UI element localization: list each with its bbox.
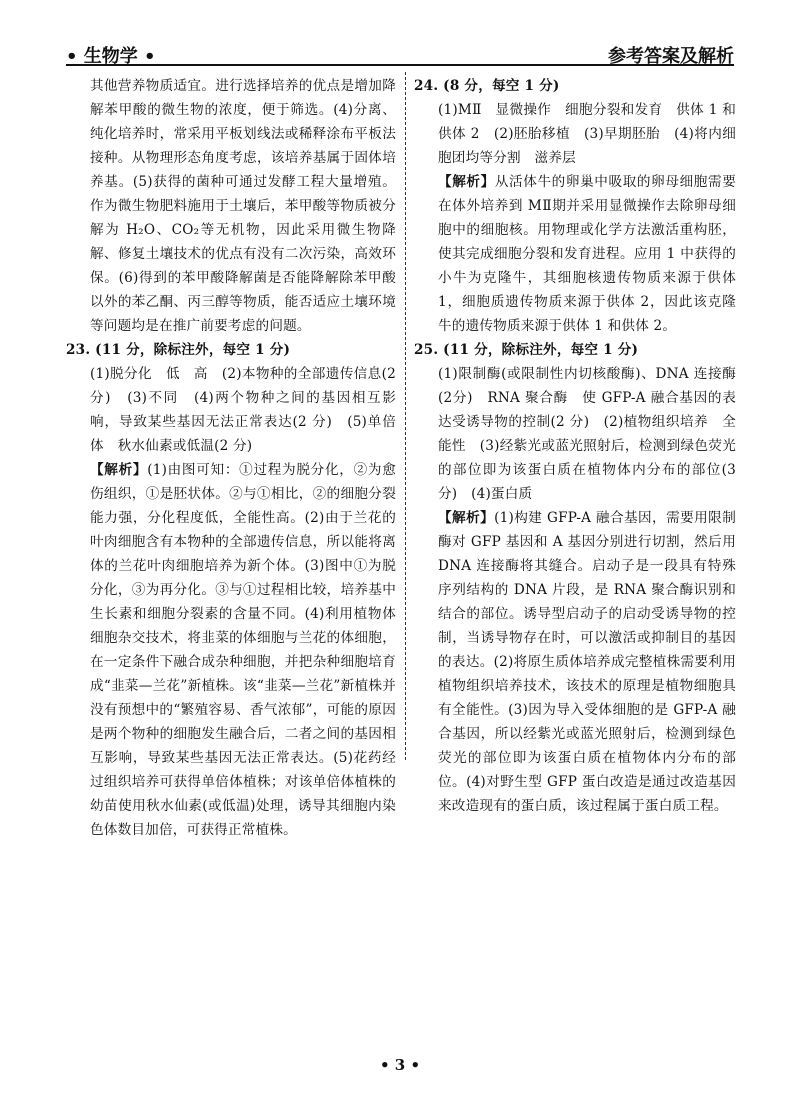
q25-answer: (1)限制酶(或限制性内切核酸酶)、DNA 连接酶(2分) RNA 聚合酶 使 GFP-A 融合基因的表达受诱导物的控制(2 分) (2)植物组织培养 全能性 (3)经紫光或蓝光照射后，检测到绿色荧光的部位即为该蛋白质在植物体内分布的部位(3 分) (4)蛋白质 bbox=[438, 366, 736, 502]
header-rule bbox=[66, 64, 734, 66]
column-divider bbox=[405, 72, 406, 760]
q25-analysis bbox=[414, 506, 736, 818]
subject-label: • 生物学 • bbox=[66, 46, 156, 67]
q23-analysis bbox=[66, 458, 396, 842]
q23-heading: 23. (11 分，除标注外，每空 1 分) bbox=[66, 342, 291, 358]
q25-analysis-text: (1)构建 GFP-A 融合基因，需要用限制酶对 GFP 基因和 A 基因分别进行切割，然后用 DNA 连接酶将其缝合。启动子是一段具有特殊序列结构的 DNA 片段，是 RNA 聚合酶识别和结合的部位。诱导型启动子的启动受诱导物的控制，当诱导物存在时，可以激活或抑制目的基因的表达。(2)将原生质体培养成完整植株需要利用植物组织培养技术，该技术的原理是植物细胞具有全能性。(3)因为导入受体细胞的是 GFP-A 融合基因，所以经紫光或蓝光照射后，检测到绿色荧光的部位即为该蛋白质在植物体内分布的部位。(4)对野生型 GFP 蛋白改造是通过改造基因来改造现有的蛋白质，该过程属于蛋白质工程。 bbox=[438, 510, 736, 814]
analysis-tag: 【解析】 bbox=[438, 174, 495, 190]
q23-analysis-text: (1)由图可知：①过程为脱分化，②为愈伤组织，①是胚状体。②与①相比，②的细胞分裂能力强，分化程度低，全能性高。(2)由于兰花的叶肉细胞含有本物种的全部遗传信息，所以能将离体的兰花叶肉细胞培养为新个体。(3)图中①为脱分化，③为再分化。③与①过程相比较，培养基中生长素和细胞分裂素的含量不同。(4)利用植物体细胞杂交技术，将韭菜的体细胞与兰花的体细胞，在一定条件下融合成杂种细胞，并把杂种细胞培育成“韭菜—兰花”新植株。该“韭菜—兰花”新植株并没有预想中的“繁殖容易、香气浓郁”，可能的原因是两个物种的细胞发生融合后，二者之间的基因相互影响，导致某些基因无法正常表达。(5)花药经过组织培养可获得单倍体植株；对该单倍体植株的幼苗使用秋水仙素(或低温)处理，诱导其细胞内染色体数目加倍，可获得正常植株。 bbox=[90, 462, 396, 838]
q24-answer: (1)MⅡ 显微操作 细胞分裂和发育 供体 1 和供体 2 (2)胚胎移植 (3)早期胚胎 (4)将内细胞团均等分割 滋养层 bbox=[438, 102, 736, 166]
q24-heading: 24. (8 分，每空 1 分) bbox=[414, 78, 560, 94]
q23-answer: (1)脱分化 低 高 (2)本物种的全部遗传信息(2分) (3)不同 (4)两个物种之间的基因相互影响，导致某些基因无法正常表达(2 分) (5)单倍体 秋水仙素或低温(2 分) bbox=[90, 366, 396, 454]
q24-analysis bbox=[414, 170, 736, 338]
right-column bbox=[414, 74, 736, 818]
q22-continuation: 其他营养物质适宜。进行选择培养的优点是增加降解苯甲酸的微生物的浓度，便于筛选。(4)分离、纯化培养时，常采用平板划线法或稀释涂布平板法接种。从物理形态角度考虑，该培养基属于固体培养基。(5)获得的菌种可通过发酵工程大量增殖。作为微生物肥料施用于土壤后，苯甲酸等物质被分解为 H₂O、CO₂等无机物，因此采用微生物降解、修复土壤技术的优点有没有二次污染，高效环保。(6)得到的苯甲酸降解菌是否能降解除苯甲酸以外的苯乙酮、丙三醇等物质，能否适应土壤环境等问题均是在推广前要考虑的问题。 bbox=[90, 78, 396, 334]
analysis-tag: 【解析】 bbox=[438, 510, 495, 526]
q25-heading: 25. (11 分，除标注外，每空 1 分) bbox=[414, 342, 639, 358]
analysis-tag: 【解析】 bbox=[90, 462, 148, 478]
left-column bbox=[66, 74, 396, 842]
page-header bbox=[66, 30, 734, 67]
q24-analysis-text: 从活体牛的卵巢中吸取的卵母细胞需要在体外培养到 MⅡ期并采用显微操作去除卵母细胞中的细胞核。用物理或化学方法激活重构胚，使其完成细胞分裂和发育进程。应用 1 中获得的小牛为克隆牛，其细胞核遗传物质来源于供体 1，细胞质遗传物质来源于供体 2，因此该克隆牛的遗传物质来源于供体 1 和供体 2。 bbox=[438, 174, 736, 334]
header-title: 参考答案及解析 bbox=[608, 46, 734, 67]
page-number: • 3 • bbox=[379, 1056, 421, 1074]
